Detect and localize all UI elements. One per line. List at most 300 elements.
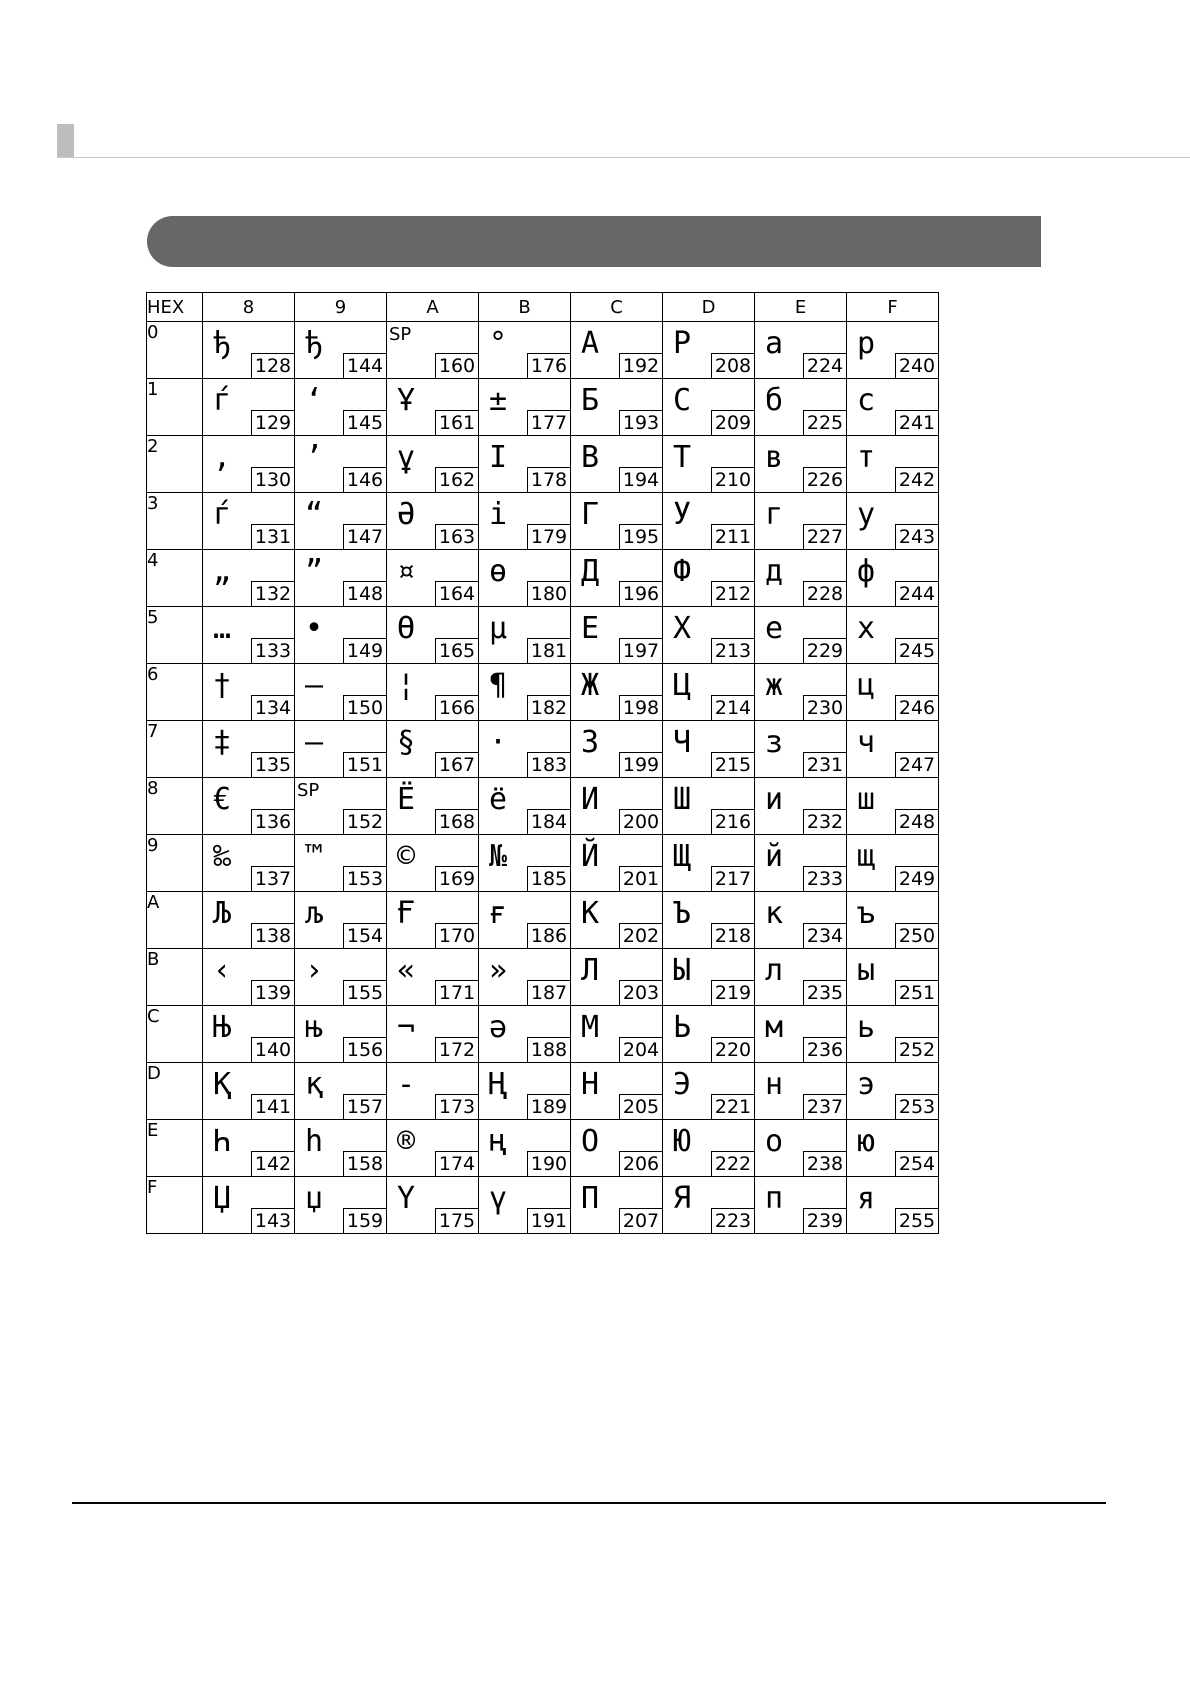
char-code: 137 [251,866,294,891]
char-cell [571,607,663,664]
char-glyph: Њ [213,1010,232,1045]
char-glyph: – [305,668,324,703]
char-cell [479,607,571,664]
char-code: 235 [803,980,846,1005]
char-glyph: м [765,1010,784,1045]
char-glyph: Ф [673,554,692,589]
char-cell [663,778,755,835]
char-glyph: в [765,440,784,475]
char-glyph: Е [581,611,600,646]
char-code: 167 [435,752,478,777]
char-cell [387,436,479,493]
char-cell [847,607,939,664]
char-glyph: К [581,896,600,931]
char-cell [479,550,571,607]
char-code: 191 [527,1208,570,1233]
char-glyph: і [489,497,508,532]
char-glyph: › [305,953,324,988]
char-glyph: ү [489,1181,508,1216]
char-code: 245 [895,638,938,663]
char-cell [387,778,479,835]
char-cell [755,721,847,778]
char-glyph: П [581,1181,600,1216]
char-glyph: Љ [213,896,232,931]
char-glyph: » [489,953,508,988]
char-cell [479,1177,571,1234]
row-header: 1 [147,379,203,436]
char-glyph: Н [581,1067,600,1102]
char-glyph: Ь [673,1010,692,1045]
char-cell [387,1120,479,1177]
char-code: 205 [619,1094,662,1119]
char-glyph: Ы [673,953,692,988]
char-cell [295,1177,387,1234]
char-cell [479,778,571,835]
char-glyph: к [765,896,784,931]
char-code: 132 [251,581,294,606]
row-header: 6 [147,664,203,721]
char-code: 217 [711,866,754,891]
char-glyph: ф [857,554,876,589]
char-glyph: Ц [673,668,692,703]
char-code: 174 [435,1151,478,1176]
char-code: 170 [435,923,478,948]
char-glyph: е [765,611,784,646]
char-glyph: ж [765,668,784,703]
char-code: 216 [711,809,754,834]
char-code: 233 [803,866,846,891]
char-code: 251 [895,980,938,1005]
char-code: 177 [527,410,570,435]
char-glyph: © [397,839,416,874]
char-code: 144 [343,353,386,378]
char-code: 241 [895,410,938,435]
char-code: 192 [619,353,662,378]
char-cell [663,550,755,607]
char-cell [295,436,387,493]
char-code: 140 [251,1037,294,1062]
char-cell [479,493,571,550]
char-glyph: ё [489,782,508,817]
char-code: 237 [803,1094,846,1119]
char-cell [663,721,755,778]
char-code: 159 [343,1208,386,1233]
row-header: C [147,1006,203,1063]
char-cell [479,664,571,721]
char-glyph: SP [297,780,320,801]
char-cell [479,892,571,949]
row-header: 5 [147,607,203,664]
char-cell [847,664,939,721]
char-code: 249 [895,866,938,891]
char-cell [755,1006,847,1063]
char-glyph: Т [673,440,692,475]
char-glyph: ‚ [213,440,232,475]
char-cell [847,892,939,949]
char-glyph: - [397,1067,416,1102]
char-code: 141 [251,1094,294,1119]
character-code-table [146,292,939,1234]
char-cell [755,664,847,721]
char-code: 157 [343,1094,386,1119]
column-header-row [147,293,939,322]
char-glyph: ‹ [213,953,232,988]
char-code: 135 [251,752,294,777]
char-code: 150 [343,695,386,720]
char-cell [571,436,663,493]
char-glyph: п [765,1181,784,1216]
char-cell [755,322,847,379]
char-cell [571,778,663,835]
char-cell [663,1063,755,1120]
char-cell [663,607,755,664]
char-glyph: У [673,497,692,532]
char-cell [203,1006,295,1063]
char-glyph: † [213,668,232,703]
char-code: 179 [527,524,570,549]
char-code: 242 [895,467,938,492]
char-code: 231 [803,752,846,777]
char-code: 183 [527,752,570,777]
char-glyph: ¦ [397,668,416,703]
char-cell [295,379,387,436]
char-cell [387,1177,479,1234]
column-header: B [479,293,571,322]
char-cell [571,835,663,892]
char-code: 227 [803,524,846,549]
char-cell [663,379,755,436]
char-code: 147 [343,524,386,549]
char-cell [479,1006,571,1063]
char-glyph: ‡ [213,725,232,760]
char-glyph: Р [673,326,692,361]
char-cell [755,379,847,436]
char-glyph: ‘ [305,383,324,418]
column-header: 9 [295,293,387,322]
char-cell [387,322,479,379]
header-rule [57,157,1190,158]
hex-corner-label: HEX [147,293,203,322]
char-code: 208 [711,353,754,378]
char-code: 168 [435,809,478,834]
char-code: 238 [803,1151,846,1176]
column-header: E [755,293,847,322]
char-code: 148 [343,581,386,606]
char-code: 158 [343,1151,386,1176]
char-code: 250 [895,923,938,948]
char-glyph: И [581,782,600,817]
char-cell [295,778,387,835]
char-cell [203,664,295,721]
char-code: 229 [803,638,846,663]
char-code: 232 [803,809,846,834]
char-cell [755,1063,847,1120]
char-cell [203,1063,295,1120]
char-code: 211 [711,524,754,549]
char-glyph: ө [489,554,508,589]
char-code: 194 [619,467,662,492]
char-cell [571,892,663,949]
char-code: 142 [251,1151,294,1176]
char-cell [203,493,295,550]
row-header: 4 [147,550,203,607]
char-glyph: х [857,611,876,646]
char-code: 138 [251,923,294,948]
table-row [147,778,939,835]
char-cell [663,1120,755,1177]
char-glyph: з [765,725,784,760]
char-code: 181 [527,638,570,663]
char-cell [663,436,755,493]
char-code: 226 [803,467,846,492]
char-code: 207 [619,1208,662,1233]
char-code: 236 [803,1037,846,1062]
char-glyph: Һ [213,1124,232,1159]
table-row [147,1063,939,1120]
char-code: 200 [619,809,662,834]
column-header: C [571,293,663,322]
table-row [147,892,939,949]
char-code: 152 [343,809,386,834]
char-glyph: Б [581,383,600,418]
char-cell [755,436,847,493]
char-cell [571,949,663,1006]
char-cell [387,607,479,664]
char-code: 201 [619,866,662,891]
row-header: 7 [147,721,203,778]
char-glyph: а [765,326,784,361]
char-code: 186 [527,923,570,948]
char-code: 163 [435,524,478,549]
char-code: 230 [803,695,846,720]
char-glyph: ” [305,554,324,589]
char-glyph: қ [305,1067,324,1102]
char-code: 139 [251,980,294,1005]
char-code: 225 [803,410,846,435]
char-cell [663,664,755,721]
char-cell [755,1120,847,1177]
char-cell [203,436,295,493]
char-cell [847,436,939,493]
char-cell [387,550,479,607]
char-cell [295,550,387,607]
char-code: 210 [711,467,754,492]
char-code: 209 [711,410,754,435]
char-cell [295,835,387,892]
char-glyph: · [489,725,508,760]
char-cell [755,550,847,607]
char-code: 197 [619,638,662,663]
char-cell [571,1063,663,1120]
char-cell [479,379,571,436]
char-cell [203,379,295,436]
char-glyph: д [765,554,784,589]
char-code: 220 [711,1037,754,1062]
char-glyph: Ъ [673,896,692,931]
char-code: 154 [343,923,386,948]
table-row [147,436,939,493]
char-cell [571,664,663,721]
char-code: 133 [251,638,294,663]
char-glyph: Ғ [397,896,416,931]
char-cell [755,1177,847,1234]
char-glyph: т [857,440,876,475]
char-code: 244 [895,581,938,606]
char-code: 155 [343,980,386,1005]
char-cell [295,664,387,721]
char-glyph: э [857,1067,876,1102]
char-code: 162 [435,467,478,492]
char-glyph: Ұ [397,383,416,418]
char-glyph: ч [857,725,876,760]
char-code: 190 [527,1151,570,1176]
char-code: 246 [895,695,938,720]
char-code: 219 [711,980,754,1005]
char-cell [479,835,571,892]
char-glyph: Д [581,554,600,589]
char-glyph: В [581,440,600,475]
char-code: 212 [711,581,754,606]
row-header: 2 [147,436,203,493]
char-code: 240 [895,353,938,378]
char-code: 156 [343,1037,386,1062]
char-code: 146 [343,467,386,492]
char-cell [387,721,479,778]
char-cell [847,493,939,550]
char-glyph: ° [489,326,508,361]
char-glyph: С [673,383,692,418]
char-code: 213 [711,638,754,663]
char-glyph: с [857,383,876,418]
char-glyph: Щ [673,839,692,874]
char-cell [663,493,755,550]
char-cell [847,721,939,778]
char-glyph: г [765,497,784,532]
table-row [147,664,939,721]
column-header: A [387,293,479,322]
char-code: 255 [895,1208,938,1233]
char-glyph: ю [857,1124,876,1159]
char-glyph: Џ [213,1181,232,1216]
char-cell [755,892,847,949]
char-cell [755,607,847,664]
char-glyph: и [765,782,784,817]
char-cell [479,949,571,1006]
char-code: 161 [435,410,478,435]
char-code: 153 [343,866,386,891]
char-glyph: О [581,1124,600,1159]
char-cell [203,550,295,607]
char-cell [387,949,479,1006]
char-glyph: ѓ [213,497,232,532]
char-cell [755,493,847,550]
char-glyph: — [305,725,324,760]
char-glyph: о [765,1124,784,1159]
char-code: 175 [435,1208,478,1233]
char-glyph: § [397,725,416,760]
char-glyph: « [397,953,416,988]
char-glyph: һ [305,1124,324,1159]
char-code: 221 [711,1094,754,1119]
char-code: 164 [435,581,478,606]
char-code: 178 [527,467,570,492]
char-glyph: щ [857,839,876,874]
char-cell [571,1120,663,1177]
char-glyph: Ш [673,782,692,817]
table-row [147,1120,939,1177]
char-glyph: ұ [397,440,416,475]
char-cell [847,1063,939,1120]
column-header: D [663,293,755,322]
char-glyph: Г [581,497,600,532]
char-code: 195 [619,524,662,549]
char-glyph: Ж [581,668,600,703]
footer-rule [72,1502,1106,1504]
row-header: F [147,1177,203,1234]
char-cell [203,1177,295,1234]
row-header: B [147,949,203,1006]
char-cell [847,949,939,1006]
char-glyph: ш [857,782,876,817]
char-code: 206 [619,1151,662,1176]
char-cell [663,892,755,949]
char-code: 172 [435,1037,478,1062]
char-glyph: р [857,326,876,361]
char-cell [203,835,295,892]
char-glyph: ѓ [213,383,232,418]
char-cell [755,949,847,1006]
char-code: 182 [527,695,570,720]
char-glyph: “ [305,497,324,532]
char-code: 134 [251,695,294,720]
char-glyph: Й [581,839,600,874]
char-code: 203 [619,980,662,1005]
char-glyph: ц [857,668,876,703]
char-cell [663,322,755,379]
char-cell [479,721,571,778]
char-cell [387,892,479,949]
char-cell [295,1063,387,1120]
char-glyph: „ [213,554,232,589]
char-glyph: € [213,782,232,817]
char-code: 218 [711,923,754,948]
char-cell [387,835,479,892]
char-cell [755,835,847,892]
char-code: 176 [527,353,570,378]
char-code: 185 [527,866,570,891]
char-cell [571,1177,663,1234]
char-code: 248 [895,809,938,834]
char-code: 247 [895,752,938,777]
char-cell [847,379,939,436]
char-glyph: Х [673,611,692,646]
row-header: D [147,1063,203,1120]
char-code: 198 [619,695,662,720]
char-cell [387,1006,479,1063]
char-glyph: ® [397,1124,416,1159]
row-header: 9 [147,835,203,892]
char-code: 171 [435,980,478,1005]
char-code: 196 [619,581,662,606]
char-glyph: ы [857,953,876,988]
table-row [147,1177,939,1234]
char-glyph: ™ [305,839,324,874]
char-cell [387,379,479,436]
char-cell [847,1120,939,1177]
char-cell [847,322,939,379]
char-cell [295,493,387,550]
row-header: 8 [147,778,203,835]
